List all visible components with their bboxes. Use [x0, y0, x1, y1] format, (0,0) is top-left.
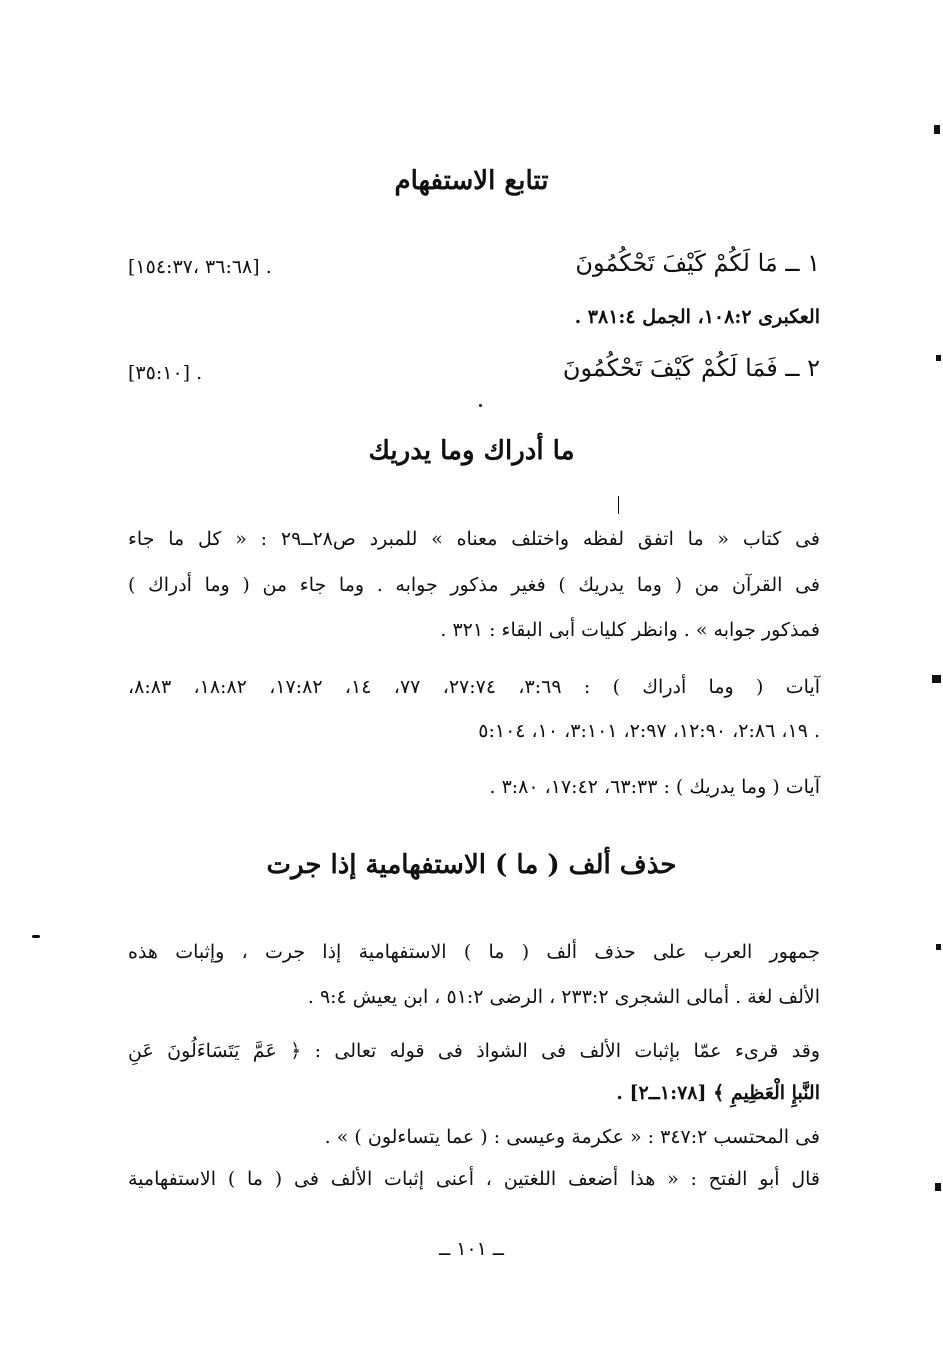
paragraph-line: فى كتاب « ما اتفق لفظه واختلف معناه » للمبرد ص٢٨ــ٢٩ : « كل ما جاء [128, 528, 821, 550]
verse-line-1: ١ ــ مَا لَكُمْ كَيْفَ تَحْكُمُونَ [575, 249, 820, 277]
paragraph-line: فى القرآن من ( وما يدريك ) فغير مذكور جوابه . وما جاء من ( وما أدراك ) [128, 574, 820, 596]
scan-mark [932, 675, 941, 683]
paragraph-line: الألف لغة . أمالى الشجرى ٢٣٣:٢ ، الرضى ٥١:٢ ، ابن يعيش ٩:٤ . [307, 986, 820, 1008]
paragraph-line: فى المحتسب ٣٤٧:٢ : « عكرمة وعيسى : ( عما يتساءلون ) » . [324, 1126, 820, 1148]
paragraph-line: ١٩، ٢:٨٦، ١٢:٩٠، ٢:٩٧، ٣:١٠١، ١٠، ٥:١٠٤ . [478, 720, 820, 742]
scan-mark [935, 1183, 941, 1191]
section-heading-3: حذف ألف ( ما ) الاستفهامية إذا جرت [266, 850, 677, 880]
scan-mark [936, 944, 941, 950]
verse-line-2: ٢ ــ فَمَا لَكُمْ كَيْفَ تَحْكُمُونَ [562, 354, 820, 382]
paragraph-line: آيات ( وما يدريك ) : ٦٣:٣٣، ١٧:٤٢، ٣:٨٠ . [489, 776, 820, 798]
paragraph-line: جمهور العرب على حذف ألف ( ما ) الاستفهامية إذا جرت ، وإثبات هذه [128, 941, 820, 963]
scan-mark [934, 125, 940, 134]
verse-ref-2: [٣٥:١٠] . [128, 362, 203, 384]
paragraph-line: فمذكور جوابه » . وانظر كليات أبى البقاء : ٣٢١ . [440, 619, 820, 641]
paragraph-line: قال أبو الفتح : « هذا أضعف اللغتين ، أعنى إثبات الألف فى ( ما ) الاستفهامية [128, 1168, 820, 1190]
paragraph-line: آيات ( وما أدراك ) : ٣:٦٩، ٢٧:٧٤، ٧٧، ١٤، ١٧:٨٢، ١٨:٨٢، ٨:٨٣، [128, 676, 821, 698]
paragraph-line: وقد قرىء عمّا بإثبات الألف فى الشواذ فى قوله تعالى : ﴿ عَمَّ يَتَسَاءَلُونَ عَنِ [128, 1040, 820, 1062]
verse-ref-1: [٣٦:٦٨ ،١٥٤:٣٧] . [128, 256, 272, 278]
section-heading-2: ما أدراك وما يدريك [368, 436, 575, 466]
section-heading-1: تتابع الاستفهام [394, 166, 549, 196]
scan-mark [936, 355, 941, 361]
page-number: ــ ١٠١ ــ [439, 1238, 504, 1260]
scan-mark [32, 935, 40, 938]
paragraph-line: النَّبإِ الْعَظِيمِ ﴾ [١:٧٨ــ٢] . [616, 1082, 820, 1104]
scan-mark [618, 496, 619, 514]
reference-note: العكبرى ١٠٨:٢، الجمل ٣٨١:٤ . [574, 306, 820, 328]
scan-mark [479, 404, 482, 407]
